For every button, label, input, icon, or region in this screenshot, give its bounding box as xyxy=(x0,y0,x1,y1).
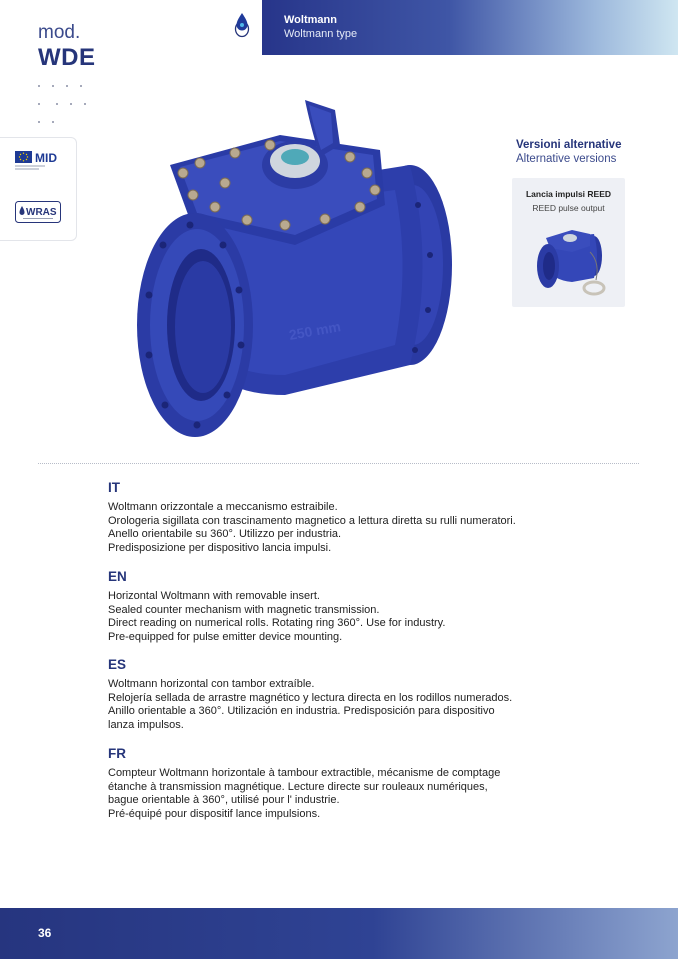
svg-text:MID: MID xyxy=(35,151,57,165)
water-drop-icon xyxy=(234,12,250,38)
alternatives-subtitle: Alternative versions xyxy=(516,153,617,165)
mid-logo-icon xyxy=(15,150,65,172)
reed-pulse-meter-image xyxy=(534,222,606,298)
section-en xyxy=(108,569,578,645)
section-it xyxy=(108,480,578,556)
text-line: Relojería sellada de arrastre magnético y lectura directa en los rodillos numerados. xyxy=(108,691,513,704)
header-bar xyxy=(262,0,678,55)
decorative-dots xyxy=(38,80,102,134)
text-line: Pré-équipé pour dispositif lance impulsions. xyxy=(108,808,321,821)
header-subtitle: Woltmann type xyxy=(284,28,358,40)
section-divider xyxy=(38,463,639,464)
text-line: Sealed counter mechanism with magnetic transmission. xyxy=(108,603,380,616)
text-line: Orologeria sigillata con trascinamento magnetico a lettura diretta su rulli numeratori. xyxy=(108,514,516,527)
text-line: Woltmann horizontal con tambor extraíble. xyxy=(108,678,315,690)
lang-code-es: ES xyxy=(108,657,127,672)
alternatives-title: Versioni alternative xyxy=(516,139,622,151)
alternative-version-card[interactable] xyxy=(512,178,625,307)
header-title: Woltmann xyxy=(284,14,337,26)
mod-label: mod. xyxy=(38,22,81,43)
woltmann-meter-image xyxy=(135,95,465,445)
text-line: Predisposizione per dispositivo lancia impulsi. xyxy=(108,542,332,555)
text-line: Anillo orientable a 360°. Utilización en industria. Predisposición para dispositivo xyxy=(108,705,495,718)
lang-code-fr: FR xyxy=(108,746,126,761)
alternative-card-subtitle: REED pulse output xyxy=(532,203,605,213)
text-line: étanche à transmission magnétique. Lecture directe sur rouleaux numériques, xyxy=(108,780,488,793)
footer-bar xyxy=(0,908,678,959)
text-line: lanza impulsos. xyxy=(108,719,184,732)
text-line: Direct reading on numerical rolls. Rotating ring 360°. Use for industry. xyxy=(108,617,446,630)
lang-code-en: EN xyxy=(108,569,127,584)
text-line: Compteur Woltmann horizontale à tambour extractible, mécanisme de comptage xyxy=(108,767,501,779)
page-number: 36 xyxy=(38,926,52,940)
section-es xyxy=(108,657,578,733)
certifications-box xyxy=(0,137,77,241)
svg-text:250 mm: 250 mm xyxy=(287,318,342,343)
wras-logo-icon xyxy=(15,201,61,223)
text-line: Pre-equipped for pulse emitter device mounting. xyxy=(108,631,343,644)
svg-text:WRAS: WRAS xyxy=(26,207,57,218)
text-line: Anello orientabile su 360°. Utilizzo per industria. xyxy=(108,528,342,541)
text-line: Woltmann orizzontale a meccanismo estraibile. xyxy=(108,501,338,513)
model-name: WDE xyxy=(38,44,96,71)
text-line: bague orientable à 360°, utilisé pour l' industrie. xyxy=(108,794,340,807)
alternative-card-title: Lancia impulsi REED xyxy=(525,189,612,199)
text-line: Horizontal Woltmann with removable insert. xyxy=(108,590,320,602)
lang-code-it: IT xyxy=(108,480,120,495)
section-fr xyxy=(108,746,578,822)
